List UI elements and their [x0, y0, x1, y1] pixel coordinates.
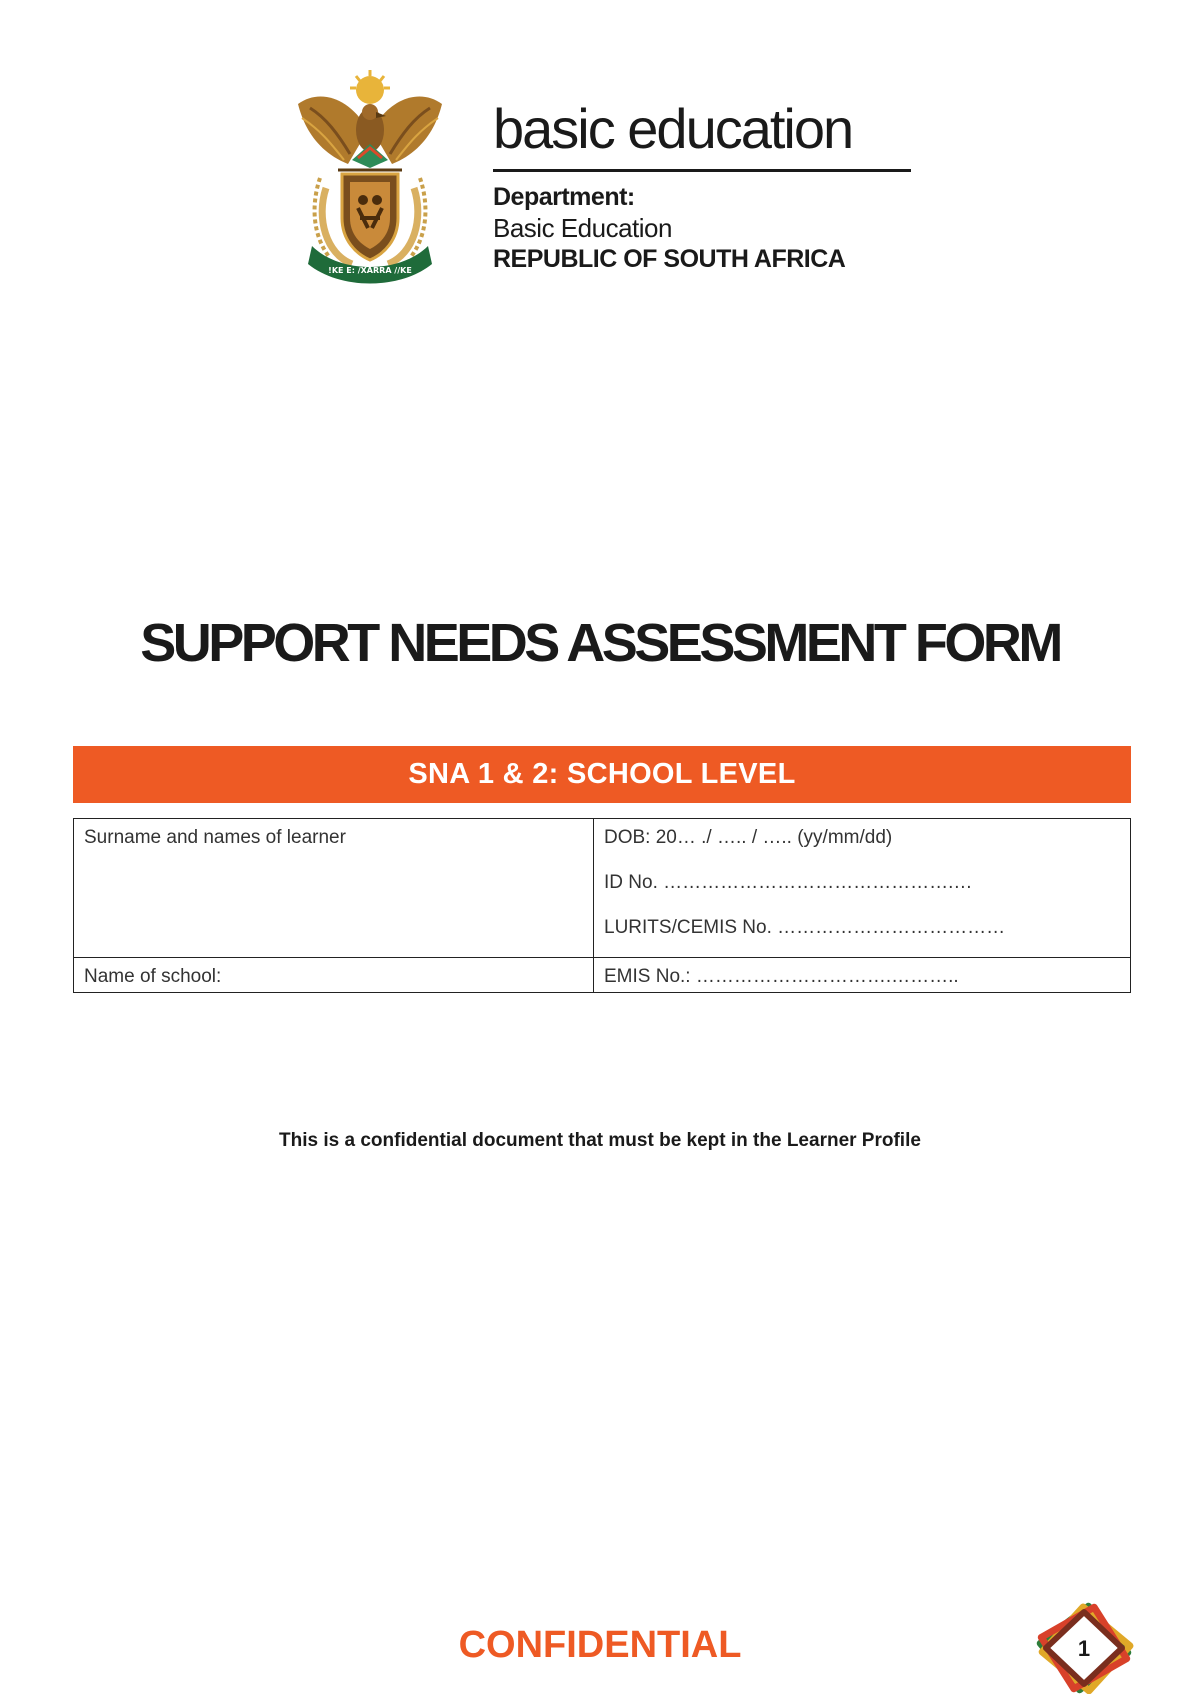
brand-divider: [493, 169, 911, 172]
school-name-field[interactable]: Name of school:: [74, 958, 594, 993]
confidential-label: CONFIDENTIAL: [458, 1624, 742, 1666]
country-name: REPUBLIC OF SOUTH AFRICA: [493, 244, 846, 273]
department-label: Department:: [493, 182, 635, 211]
form-title: SUPPORT NEEDS ASSESSMENT FORM: [140, 613, 1060, 673]
dob-field[interactable]: DOB: 20… ./ ….. / ….. (yy/mm/dd): [604, 827, 893, 848]
learner-info-table: [73, 818, 1131, 993]
id-number-field[interactable]: ID No. ……………………………………….…: [604, 872, 973, 893]
lurits-cemis-field[interactable]: LURITS/CEMIS No. ………………………………: [604, 917, 1006, 938]
page-number-badge: [1032, 1602, 1136, 1694]
learner-name-field[interactable]: Surname and names of learner: [74, 819, 594, 958]
section-banner: SNA 1 & 2: SCHOOL LEVEL: [73, 746, 1131, 803]
crest-motto: !KE E: /XARRA //KE: [328, 266, 412, 275]
emis-number-field[interactable]: EMIS No.: ………………………….………..: [594, 958, 1131, 993]
table-row: [74, 958, 1131, 993]
department-name: Basic Education: [493, 212, 672, 243]
brand-title: basic education: [493, 97, 853, 160]
table-row: [74, 819, 1131, 958]
coat-of-arms-logo: [290, 68, 450, 290]
learner-identifiers-cell: [594, 819, 1131, 958]
department-brand: [493, 97, 913, 275]
page-number: 1: [1077, 1636, 1091, 1661]
confidential-note: This is a confidential document that must be kept in the Learner Profile: [279, 1130, 921, 1151]
